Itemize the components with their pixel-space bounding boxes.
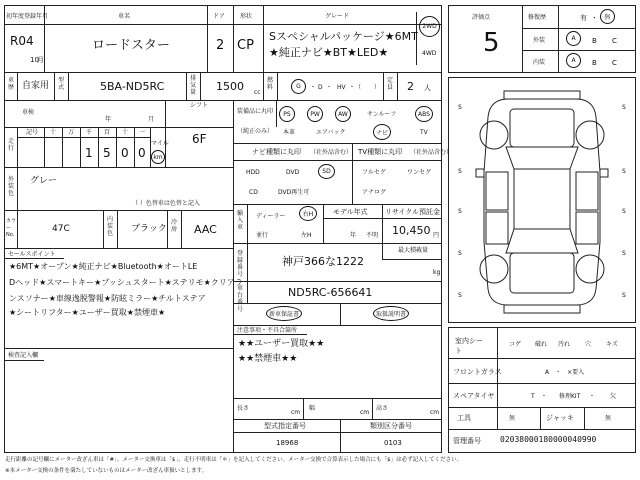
seat-option-2: 破れ: [535, 341, 548, 348]
exterior-a-circled: A: [566, 31, 581, 46]
tools-value: 無: [509, 415, 516, 422]
registration-value: 神戸366な1222: [282, 255, 364, 268]
first-reg-label: 初年度登録年月: [6, 13, 49, 20]
color-code-value: 47C: [52, 224, 70, 234]
navi-label: ナビ種類に丸印: [252, 148, 301, 156]
car-wheel-rear-left: [480, 255, 508, 283]
digit-header-5: 十: [122, 129, 129, 136]
sales-point-line-4: ★シートリフター★ユーザー買取★禁煙車★: [9, 308, 166, 317]
capacity-unit: 人: [424, 84, 431, 92]
car-wheel-front-left: [480, 121, 508, 149]
length-label: 長さ: [237, 405, 250, 412]
mileage-digit-4: 5: [103, 146, 111, 160]
mgmt-label: 管理番号: [453, 437, 481, 445]
fuel-d: D: [318, 84, 323, 91]
mileage-note-label: 記号: [26, 129, 39, 136]
docs-manual-circled: 取扱説明書: [373, 306, 409, 321]
digit-header-2: 万: [68, 129, 75, 136]
inspection-year-unit: 年: [105, 116, 112, 123]
car-rear-windshield: [506, 229, 578, 253]
car-left-rear-door: [486, 212, 508, 244]
weight-unit: kg: [433, 269, 441, 276]
exterior-label: 外装: [533, 37, 546, 44]
mgmt-value: 02038000180000040990: [500, 435, 597, 444]
digit-header-3: 千: [86, 129, 93, 136]
grade-label: グレード: [325, 13, 350, 20]
car-left-front-door: [486, 172, 508, 210]
sales-points-label: セールスポイント: [8, 251, 56, 258]
spare-sep-2: ・: [589, 393, 596, 400]
docs-warranty-circled: 新車保証書: [266, 306, 302, 321]
seat-option-1: コゲ: [509, 341, 522, 348]
shift-value: 6F: [192, 132, 207, 146]
car-roof: [514, 169, 570, 229]
spare-label: スペアタイヤ: [453, 392, 495, 400]
height-label: 高さ: [376, 405, 389, 412]
first-reg-month: 10: [30, 56, 39, 64]
fuel-dots-1: ・: [310, 84, 317, 91]
import-left-hand: 左H: [301, 232, 312, 239]
tv-oneseg: ワンセグ: [407, 169, 432, 176]
model-designation-value: 18968: [276, 439, 299, 447]
navi-dvd-play: DVD再生可: [278, 189, 310, 196]
car-body-outline: [484, 99, 600, 305]
interior-c: C: [612, 59, 617, 67]
length-unit: cm: [291, 409, 301, 416]
capacity-value: 2: [407, 80, 414, 93]
equipment-sublabel: （純正のみ）: [237, 128, 274, 135]
navi-dvd: DVD: [286, 169, 300, 176]
diagram-mark-2: S: [622, 104, 626, 111]
footer-line-1: 走行距離の記号欄にメーター改ざん車は「#」、メーター交換車は「$」、走行不明車は「＊」を記入してください。メーター交換で合算表示した場合にも「$」は必ず記入してください。: [5, 457, 463, 463]
seat-label: 室内シート: [455, 337, 483, 355]
car-mirror-right: [600, 169, 608, 177]
model-label: 車名: [118, 13, 131, 20]
interior-label: 内装: [533, 59, 546, 66]
height-unit: cm: [430, 409, 440, 416]
displacement-unit: cc: [254, 89, 261, 96]
notes-line-1: ★★ユーザー買取★★: [238, 339, 325, 349]
glass-label: フロントガラス: [453, 368, 502, 376]
repair-label: 修復歴: [528, 14, 547, 21]
fuel-paren-open: （: [355, 84, 362, 91]
fuel-g-circled: G: [291, 79, 306, 94]
seat-option-4: 穴: [585, 341, 592, 348]
notes-label: 注意事項・不具合箇所: [237, 327, 298, 334]
displacement-label: 排気量: [190, 75, 197, 96]
car-front-bumper: [504, 91, 580, 99]
jack-value: 無: [605, 415, 612, 422]
navi-hdd: HDD: [246, 169, 260, 176]
diagram-mark-10: S: [622, 292, 626, 299]
mileage-digit-5: 0: [121, 146, 129, 160]
mileage-unit-mile: マイル: [151, 140, 169, 147]
car-right-front-door: [576, 172, 598, 210]
car-hood: [510, 109, 574, 147]
footer-line-2: ※本メーター交換の条件を満たしていないものはメーター改ざん車扱いとします。: [5, 468, 208, 474]
repair-no-circled: 無: [600, 9, 615, 24]
fuel-hv: HV: [337, 84, 346, 91]
diagram-mark-5: S: [458, 208, 462, 215]
diagram-mark-6: S: [622, 208, 626, 215]
class-label: 類別区分番号: [370, 422, 412, 430]
jack-label: ジャッキ: [546, 414, 574, 422]
diagram-mark-3: S: [458, 168, 462, 175]
equipment-ps-circled: PS: [279, 106, 295, 122]
grade-line-1: Sスペシャルパッケージ★6MT: [269, 30, 418, 43]
sales-point-line-1: ★6MT★オープン★純正ナビ★Bluetooth★オートLE: [9, 262, 198, 271]
grade-line-2: ★純正ナビ★BT★LED★: [269, 46, 389, 59]
model-designation-label: 型式指定番号: [264, 422, 306, 430]
navi-note: （社外品含む）: [310, 149, 353, 156]
equipment-pw-circled: PW: [307, 106, 323, 122]
equipment-airbag: エアバック: [316, 129, 346, 136]
diagram-mark-8: S: [622, 250, 626, 257]
diagram-mark-9: S: [458, 292, 462, 299]
equipment-aw-circled: AW: [335, 106, 351, 122]
glass-value: A ・ ×要入: [545, 369, 585, 376]
drive-4wd: 4WD: [422, 50, 437, 57]
spare-none: 欠: [610, 393, 617, 400]
repair-yes: 有: [580, 14, 587, 22]
seat-option-3: 汚れ: [558, 341, 571, 348]
tv-fullseg: フルセグ: [362, 169, 386, 176]
color-value: グレー: [30, 176, 58, 186]
use-label: 車歴: [8, 77, 15, 91]
tv-note: （社外品含む）: [410, 149, 453, 156]
tools-label: 工具: [457, 414, 471, 422]
recycle-unit: 円: [433, 232, 440, 239]
type-value: 5BA-ND5RC: [100, 80, 165, 93]
car-wheel-front-right: [576, 121, 604, 149]
equipment-label: 装備品に丸印: [237, 108, 274, 115]
color-note: （ ）色替車は色替と記入: [132, 200, 200, 207]
shape-value: CP: [237, 38, 254, 53]
spare-kit: 修理KIT: [559, 393, 581, 400]
model-year-unit: 年: [350, 232, 357, 239]
shape-label: 形状: [240, 13, 253, 20]
inspection-month-unit: 月: [148, 116, 155, 123]
car-front-windshield: [506, 147, 578, 169]
fuel-dots-3: ・: [349, 84, 356, 91]
score-label: 評価点: [472, 14, 491, 21]
seat-option-5: キズ: [606, 341, 618, 348]
model-year-unknown: 不明: [366, 232, 379, 239]
car-mirror-left: [476, 169, 484, 177]
equipment-sunroof: サンルーフ: [367, 111, 397, 118]
fuel-dots-2: ・: [326, 84, 333, 91]
import-parallel: 並行: [256, 232, 269, 239]
doors-label: ドア: [213, 13, 225, 20]
inspection-label: 車検: [22, 109, 35, 116]
navi-sd-circled: SD: [318, 164, 335, 179]
score-value: 5: [483, 28, 500, 58]
exterior-c: C: [612, 37, 617, 45]
first-reg-year: R04: [10, 34, 34, 48]
fuel-label: 燃料: [267, 77, 274, 91]
repair-sep: ・: [591, 14, 598, 22]
spare-sep-1: ・: [541, 393, 548, 400]
use-value: 自家用: [22, 81, 50, 91]
car-wheel-rear-right: [576, 255, 604, 283]
car-trunk: [510, 253, 574, 293]
navi-cd: CD: [249, 189, 258, 196]
equipment-tv: TV: [420, 129, 428, 136]
weight-label: 最大積載量: [398, 247, 429, 254]
fuel-paren-close: ）: [374, 84, 381, 91]
diagram-mark-4: S: [622, 168, 626, 175]
import-dealer: ディーラー: [256, 213, 286, 220]
vehicle-name: ロードスター: [92, 38, 170, 53]
tv-label: TV種類に丸印: [358, 148, 403, 156]
digit-header-1: 十: [50, 129, 57, 136]
drive-2wd-circled: 2WD: [419, 16, 440, 37]
capacity-label: 定員: [387, 77, 394, 91]
inspector-label: 検査記入欄: [8, 352, 39, 359]
ac-label: 冷房: [171, 219, 178, 233]
interior-a-circled: A: [566, 53, 581, 68]
import-label: 輸入車: [237, 210, 244, 231]
equipment-leather: 本革: [283, 129, 296, 136]
car-right-rear-door: [576, 212, 598, 244]
equipment-abs-circled: ABS: [415, 106, 433, 122]
mileage-label: 走行: [8, 138, 15, 152]
color-label: 外装色: [8, 176, 15, 197]
digit-header-4: 百: [104, 129, 111, 136]
digit-header-6: 一: [139, 129, 146, 136]
doors-value: 2: [216, 38, 225, 53]
interior-color-value: ブラック: [131, 224, 167, 234]
chassis-value: ND5RC-656641: [288, 286, 373, 299]
sales-point-line-3: ンスソナー★車線逸脱警報★防眩ミラー★チルトステア: [9, 294, 206, 303]
chassis-label: 車台番号: [237, 285, 244, 313]
diagram-mark-1: S: [458, 104, 462, 111]
width-label: 幅: [309, 405, 316, 412]
diagram-mark-7: S: [458, 250, 462, 257]
model-year-label: モデル年式: [333, 208, 368, 216]
recycle-label: リサイクル預託金: [385, 208, 441, 216]
type-label: 型式: [58, 77, 65, 91]
width-unit: cm: [360, 409, 370, 416]
shift-label: シフト: [190, 102, 209, 109]
equipment-navi-circled: ナビ: [373, 124, 391, 140]
car-rear-bumper: [504, 305, 580, 313]
class-value: 0103: [384, 439, 402, 447]
displacement-value: 1500: [216, 80, 244, 93]
tv-analog: アナログ: [362, 189, 387, 196]
import-right-hand-circled: 右H: [299, 206, 317, 221]
mileage-unit-km-circled: km: [151, 150, 165, 164]
first-reg-month-unit: 月: [37, 56, 44, 64]
recycle-value: 10,450: [392, 224, 431, 237]
exterior-b: B: [592, 37, 597, 45]
interior-color-label: 内装色: [107, 216, 114, 237]
notes-line-2: ★★禁煙車★★: [238, 354, 298, 364]
interior-b: B: [592, 59, 597, 67]
mileage-digit-6: 0: [138, 146, 146, 160]
sales-point-line-2: Dヘッド★スマートキー★プッシュスタート★ステリモ★クリアラ: [9, 278, 243, 287]
mileage-digit-3: 1: [85, 146, 93, 160]
color-code-label: カラーNo.: [6, 218, 17, 238]
ac-value: AAC: [194, 223, 217, 236]
car-damage-diagram: [448, 77, 636, 323]
spare-t: T: [531, 393, 535, 400]
registration-label: 登録番号: [237, 250, 244, 278]
